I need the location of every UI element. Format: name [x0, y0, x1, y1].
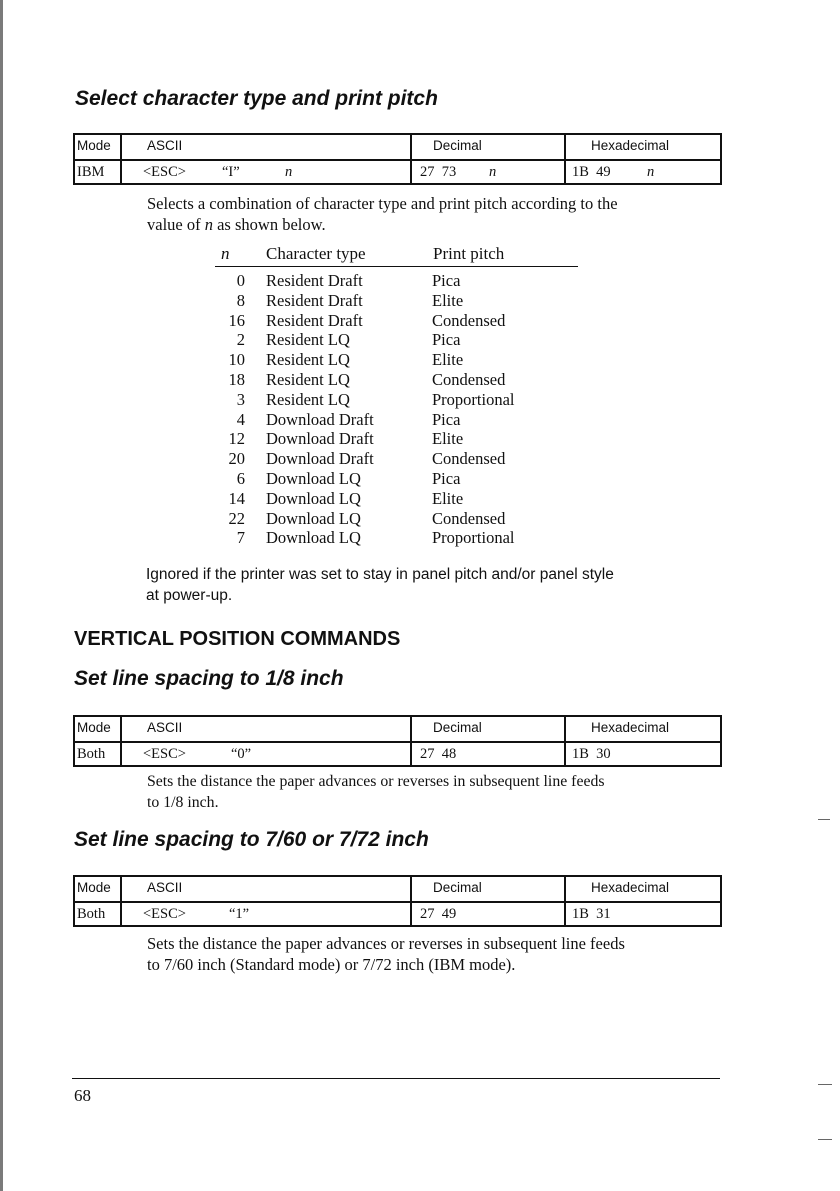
list-item	[215, 291, 635, 311]
cell-decimal-param: n	[489, 164, 497, 180]
page-number: 68	[74, 1086, 91, 1105]
cell-ascii: <ESC>	[143, 164, 186, 180]
list-item-n: 20	[228, 449, 245, 469]
header-decimal: Decimal	[433, 138, 482, 153]
description-line: Sets the distance the paper advances or reverses in subsequent line feeds	[147, 934, 625, 953]
list-item-character-type: Download LQ	[266, 469, 361, 488]
cell-hexadecimal: 1B 31	[572, 906, 611, 922]
header-mode: Mode	[77, 720, 111, 735]
list-item-n: 22	[228, 508, 245, 528]
list-item	[215, 410, 635, 430]
cell-ascii: <ESC>	[143, 906, 186, 922]
list-item-character-type: Download Draft	[266, 449, 374, 469]
list-item-print-pitch: Proportional	[432, 528, 515, 548]
cell-hex-param: n	[647, 164, 655, 180]
list-item-print-pitch: Pica	[432, 409, 461, 429]
table-header-row	[75, 717, 720, 739]
scan-mark	[818, 1139, 832, 1140]
cell-ascii-char: “1”	[229, 906, 250, 922]
list-item-n: 6	[236, 469, 245, 488]
list-header-n: n	[221, 244, 230, 263]
cell-hexadecimal: 1B 30	[572, 746, 611, 762]
list-item	[215, 370, 635, 390]
list-item-print-pitch: Proportional	[432, 389, 515, 409]
command-table-character-type	[73, 133, 722, 185]
section-heading-line-spacing-7-60: Set line spacing to 7/60 or 7/72 inch	[74, 828, 429, 851]
list-item-print-pitch: Condensed	[432, 370, 506, 389]
section-heading-line-spacing-1-8: Set line spacing to 1/8 inch	[74, 667, 344, 690]
list-item	[215, 469, 635, 489]
cell-mode: IBM	[77, 164, 105, 180]
section2-description	[147, 771, 605, 813]
scan-mark	[818, 1084, 832, 1085]
list-item-n: 4	[236, 409, 245, 429]
table-row	[75, 741, 720, 765]
list-item-n: 18	[228, 370, 245, 389]
description-line: Sets the distance the paper advances or reverses in subsequent line feeds	[147, 773, 605, 790]
vertical-position-heading: VERTICAL POSITION COMMANDS	[74, 628, 401, 650]
list-item-n: 12	[228, 429, 245, 449]
list-item-print-pitch: Elite	[432, 350, 464, 370]
table-header-row	[75, 135, 720, 157]
table-row	[75, 159, 720, 183]
list-item	[215, 311, 635, 331]
list-item-n: 0	[236, 271, 245, 290]
cell-ascii-char: “I”	[222, 164, 240, 180]
list-item-character-type: Download LQ	[266, 488, 361, 508]
description-line: Selects a combination of character type and print pitch according to the	[147, 194, 618, 213]
list-item-character-type: Resident Draft	[266, 271, 363, 290]
list-item-print-pitch: Condensed	[432, 508, 506, 528]
list-header-rule	[215, 266, 578, 267]
table-header-row	[75, 877, 720, 899]
command-table-line-spacing-7-60	[73, 875, 722, 927]
character-type-list	[215, 243, 635, 553]
section-heading-select-character-type: Select character type and print pitch	[75, 87, 438, 110]
description-line: value of n as shown below.	[147, 215, 326, 234]
header-hexadecimal: Hexadecimal	[591, 138, 670, 153]
list-item-print-pitch: Condensed	[432, 310, 506, 330]
list-item-print-pitch: Elite	[432, 429, 464, 449]
description-line: to 7/60 inch (Standard mode) or 7/72 inch (IBM mode).	[147, 955, 516, 974]
scan-left-edge	[0, 0, 3, 1191]
list-item-n: 7	[236, 528, 245, 548]
footer-rule	[72, 1078, 720, 1079]
section1-note	[146, 564, 614, 606]
list-item-character-type: Resident LQ	[266, 389, 350, 409]
table-row	[75, 901, 720, 925]
list-item-n: 8	[236, 290, 245, 310]
list-item-character-type: Resident Draft	[266, 310, 363, 330]
list-item-n: 10	[228, 350, 245, 370]
list-header-print-pitch: Print pitch	[433, 244, 505, 263]
list-item-character-type: Download LQ	[266, 508, 361, 528]
header-hexadecimal: Hexadecimal	[591, 880, 670, 895]
header-mode: Mode	[77, 138, 111, 153]
header-ascii: ASCII	[147, 138, 183, 153]
section3-description	[147, 933, 625, 975]
list-item-character-type: Resident LQ	[266, 350, 350, 370]
list-item-character-type: Download Draft	[266, 429, 374, 449]
list-item-print-pitch: Pica	[432, 330, 461, 350]
cell-ascii: <ESC>	[143, 746, 186, 762]
cell-decimal: 27 49	[420, 906, 457, 922]
list-item-character-type: Download LQ	[266, 528, 361, 548]
list-item	[215, 429, 635, 449]
command-table-line-spacing-1-8	[73, 715, 722, 767]
list-item	[215, 271, 635, 291]
list-item-print-pitch: Elite	[432, 488, 464, 508]
list-item-print-pitch: Pica	[432, 271, 461, 290]
list-item	[215, 350, 635, 370]
header-ascii: ASCII	[147, 880, 183, 895]
list-item-print-pitch: Condensed	[432, 449, 506, 469]
cell-mode: Both	[77, 906, 106, 922]
scan-mark	[818, 819, 830, 820]
list-item-character-type: Download Draft	[266, 409, 374, 429]
header-decimal: Decimal	[433, 720, 482, 735]
cell-decimal: 27 48	[420, 746, 457, 762]
header-mode: Mode	[77, 880, 111, 895]
note-line: Ignored if the printer was set to stay in panel pitch and/or panel style	[146, 566, 614, 583]
list-item	[215, 390, 635, 410]
note-line: at power-up.	[146, 587, 233, 604]
list-header-character-type: Character type	[266, 244, 366, 263]
list-item-character-type: Resident LQ	[266, 330, 350, 350]
list-item	[215, 489, 635, 509]
list-item-n: 14	[228, 488, 245, 508]
header-hexadecimal: Hexadecimal	[591, 720, 670, 735]
list-item	[215, 509, 635, 529]
list-item	[215, 528, 635, 548]
cell-hexadecimal: 1B 49	[572, 164, 611, 180]
cell-mode: Both	[77, 746, 106, 762]
cell-decimal: 27 73	[420, 164, 457, 180]
section1-description	[147, 193, 618, 235]
list-item-n: 2	[236, 330, 245, 350]
list-item-character-type: Resident Draft	[266, 290, 363, 310]
header-decimal: Decimal	[433, 880, 482, 895]
list-item-n: 16	[228, 310, 245, 330]
list-item	[215, 330, 635, 350]
header-ascii: ASCII	[147, 720, 183, 735]
cell-ascii-param: n	[285, 164, 293, 180]
list-item	[215, 449, 635, 469]
cell-ascii-char: “0”	[231, 746, 252, 762]
description-line: to 1/8 inch.	[147, 794, 219, 811]
list-item-print-pitch: Pica	[432, 469, 461, 488]
list-item-print-pitch: Elite	[432, 290, 464, 310]
list-item-n: 3	[236, 389, 245, 409]
list-item-character-type: Resident LQ	[266, 370, 350, 389]
